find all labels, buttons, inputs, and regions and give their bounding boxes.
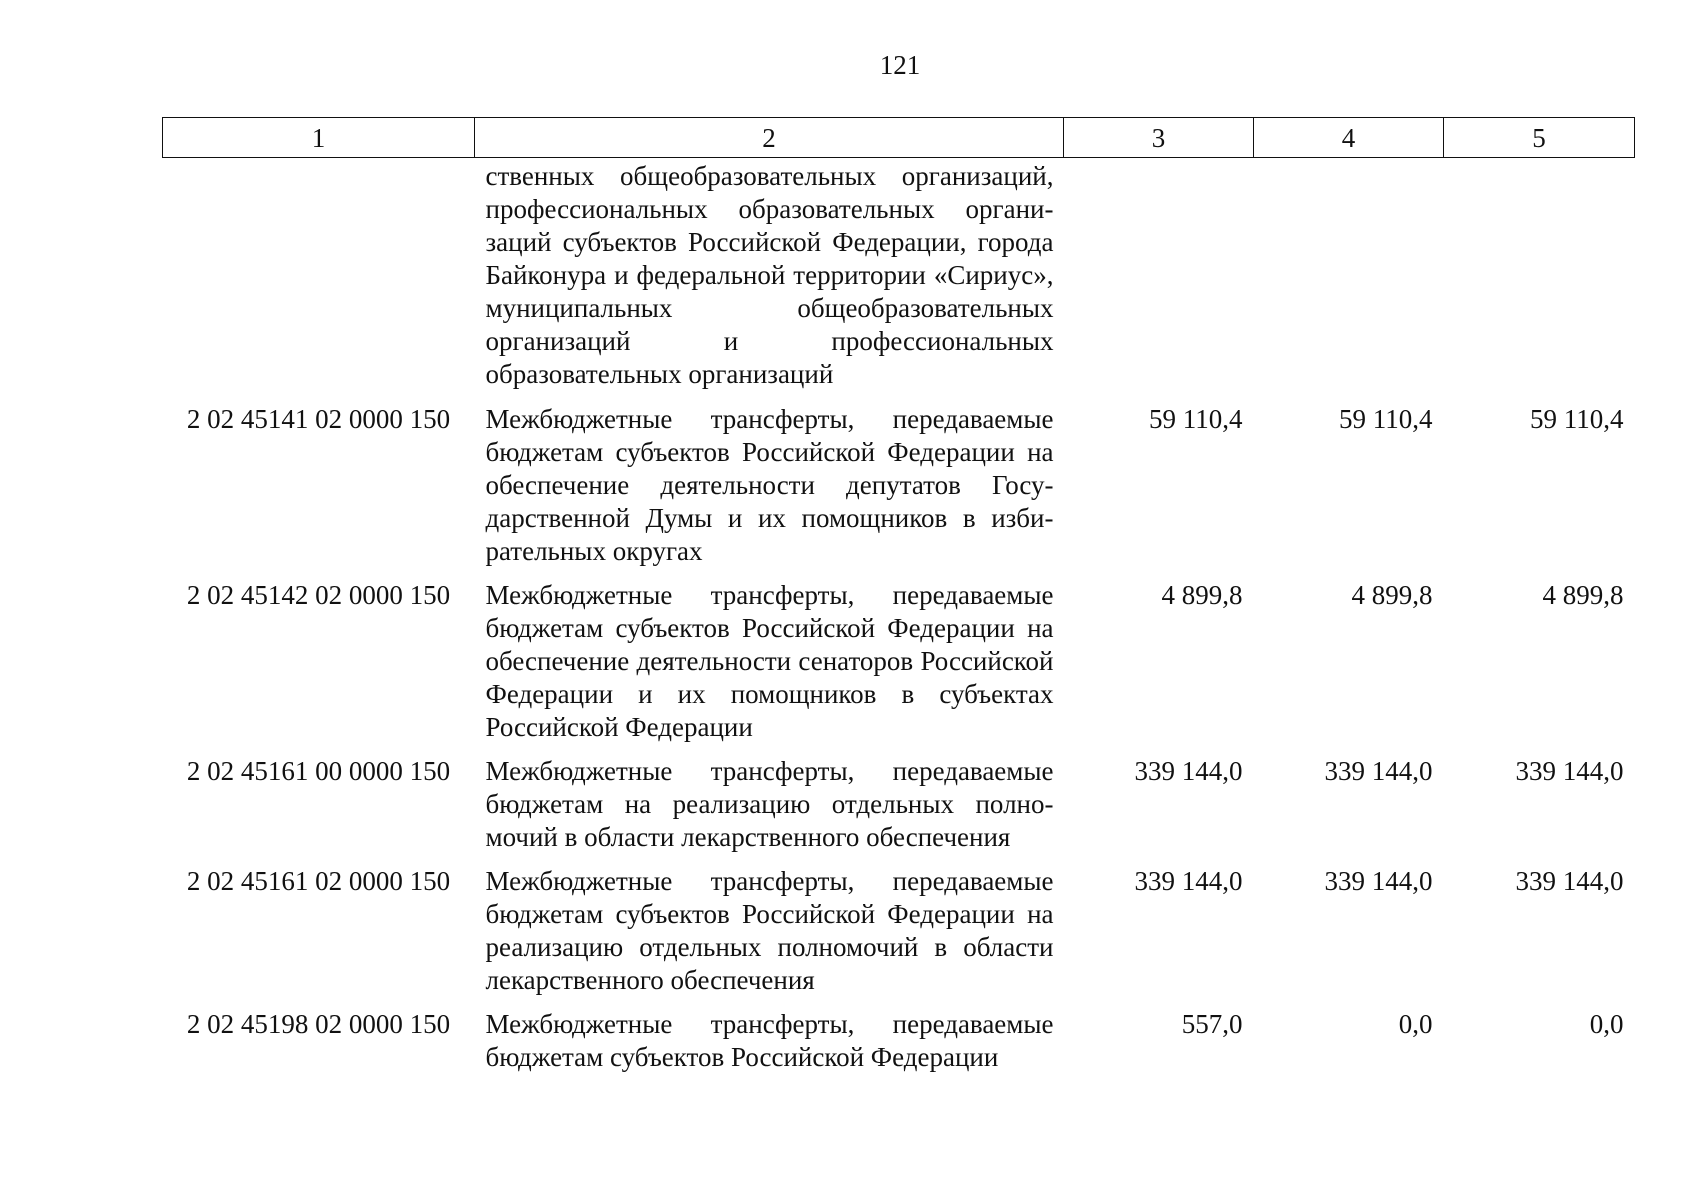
row-value-3: 59 110,4	[1149, 404, 1243, 434]
row-value-3: 339 144,0	[1134, 756, 1243, 786]
row-description: Межбюджетные трансферты, передаваемые бюджетам субъектов Российской Федерации	[485, 1009, 1054, 1072]
page-number: 121	[879, 50, 921, 80]
budget-table	[162, 117, 1635, 1074]
column-header-5: 5	[1444, 118, 1635, 158]
row-value-5	[1444, 158, 1635, 404]
row-value-5: 339 144,0	[1515, 756, 1624, 786]
row-code: 2 02 45161 00 0000 150	[186, 756, 451, 786]
row-description: ственных общеобразовательных организаций, профессиональных образовательных организаций субъектов Российской Федерации, города Байконура и федеральной территории «Сириус», муниципальных общеобразовательных организаций и профессиональных образовательных организаций	[485, 161, 1054, 389]
row-description: Межбюджетные трансферты, передаваемые бюджетам субъектов Российской Федерации на обеспечение деятельности сенаторов Российской Федерации и их помощников в субъектах Российской Федерации	[485, 580, 1054, 742]
row-description: Межбюджетные трансферты, передаваемые бюджетам субъектов Российской Федерации на обеспечение деятельности депутатов Государственной Думы и их помощников в избирательных округах	[485, 404, 1054, 566]
row-value-4	[1254, 158, 1444, 404]
row-value-4: 0,0	[1398, 1009, 1433, 1039]
row-code: 2 02 45198 02 0000 150	[186, 1009, 451, 1039]
table-row	[163, 403, 1635, 579]
header-row	[163, 118, 1635, 158]
row-value-5: 4 899,8	[1542, 580, 1624, 610]
column-header-2: 2	[475, 118, 1064, 158]
table-header	[163, 118, 1635, 158]
row-value-3: 4 899,8	[1161, 580, 1243, 610]
row-value-5: 59 110,4	[1530, 404, 1624, 434]
row-value-3	[1064, 158, 1254, 404]
row-value-4: 339 144,0	[1324, 756, 1433, 786]
row-value-4: 59 110,4	[1339, 404, 1433, 434]
row-code: 2 02 45141 02 0000 150	[186, 404, 451, 434]
row-code	[163, 158, 475, 404]
table-row	[163, 1008, 1635, 1074]
table-row	[163, 158, 1635, 404]
row-value-5: 339 144,0	[1515, 866, 1624, 896]
row-value-4: 339 144,0	[1324, 866, 1433, 896]
row-code: 2 02 45142 02 0000 150	[186, 580, 451, 610]
table-body	[163, 158, 1635, 1075]
table-row	[163, 755, 1635, 865]
column-header-4: 4	[1254, 118, 1444, 158]
row-code: 2 02 45161 02 0000 150	[186, 866, 451, 896]
column-header-1: 1	[163, 118, 475, 158]
row-value-4: 4 899,8	[1351, 580, 1433, 610]
table-row	[163, 579, 1635, 755]
row-value-3: 339 144,0	[1134, 866, 1243, 896]
row-description: Межбюджетные трансферты, передаваемые бюджетам субъектов Российской Федерации на реализацию отдельных полномочий в области лекарственного обеспечения	[485, 866, 1054, 995]
table-row	[163, 865, 1635, 1008]
row-description: Межбюджетные трансферты, передаваемые бюджетам на реализацию отдельных полномочий в области лекарственного обеспечения	[485, 756, 1054, 852]
row-value-5: 0,0	[1589, 1009, 1624, 1039]
column-header-3: 3	[1064, 118, 1254, 158]
row-value-3: 557,0	[1181, 1009, 1243, 1039]
